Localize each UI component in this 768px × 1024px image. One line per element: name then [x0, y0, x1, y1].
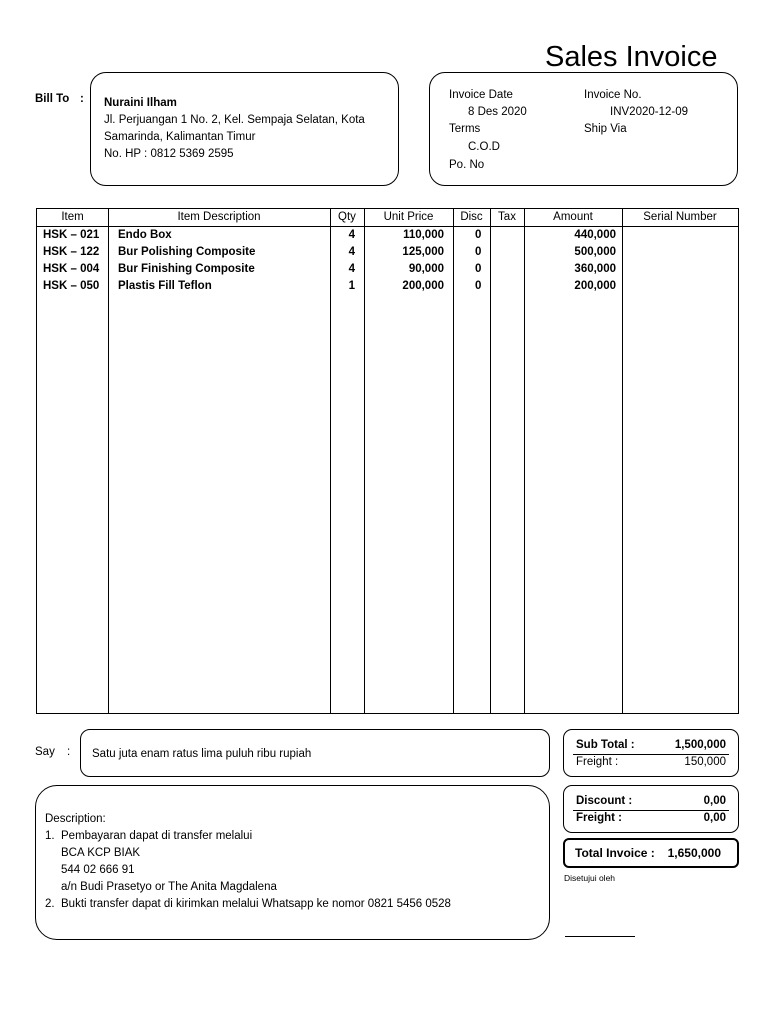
- bill-to-label: Bill To: [35, 93, 70, 105]
- total-invoice-box: [563, 838, 739, 868]
- header-description: Item Description: [177, 211, 261, 223]
- table-row: [37, 278, 738, 295]
- cell-unit-price: 90,000: [408, 263, 444, 275]
- header-disc: Disc: [460, 211, 483, 223]
- cell-item: HSK – 021: [43, 229, 100, 241]
- cell-unit-price: 200,000: [402, 280, 444, 292]
- items-table: [36, 208, 739, 714]
- terms-label: Terms: [449, 123, 481, 135]
- cell-disc: 0: [475, 246, 482, 258]
- subtotal-label: Sub Total :: [576, 739, 635, 751]
- cell-disc: 0: [475, 280, 482, 292]
- po-label: Po. No: [449, 159, 485, 171]
- total-invoice-row: [565, 845, 737, 862]
- cell-item: HSK – 004: [43, 263, 100, 275]
- discount-label: Discount :: [576, 795, 633, 807]
- table-row: [37, 244, 738, 261]
- subtotal-row: [564, 737, 738, 754]
- bank-name: BCA KCP BIAK: [61, 847, 141, 859]
- cell-description: Bur Finishing Composite: [118, 263, 255, 275]
- header-amount: Amount: [553, 211, 593, 223]
- approved-by-label: Disetujui oleh: [564, 873, 616, 883]
- cell-description: Endo Box: [118, 229, 172, 241]
- cell-qty: 4: [348, 229, 355, 241]
- total-invoice-value: 1,650,000: [667, 846, 721, 860]
- cell-unit-price: 110,000: [403, 229, 444, 241]
- subtotal-box: [563, 729, 739, 777]
- header-unit-price: Unit Price: [383, 211, 434, 223]
- customer-phone: No. HP : 0812 5369 2595: [104, 148, 234, 160]
- customer-address-line2: Samarinda, Kalimantan Timur: [104, 131, 256, 143]
- invoice-date-value: 8 Des 2020: [468, 106, 527, 118]
- proof-instruction: Bukti transfer dapat di kirimkan melalui Whatsapp ke nomor 0821 5456 0528: [61, 898, 451, 910]
- customer-name: Nuraini Ilham: [104, 97, 177, 109]
- freight-row: [564, 810, 738, 827]
- header-item: Item: [61, 211, 84, 223]
- header-tax: Tax: [498, 211, 516, 223]
- cell-disc: 0: [475, 229, 482, 241]
- terms-value: C.O.D: [468, 141, 500, 153]
- freight-value: 150,000: [684, 756, 726, 768]
- table-row: [37, 227, 738, 244]
- invoice-no-value: INV2020-12-09: [610, 106, 688, 118]
- description-item-1: [45, 828, 545, 845]
- list-number: 1.: [45, 830, 55, 842]
- bank-account: 544 02 666 91: [61, 864, 135, 876]
- ship-via-label: Ship Via: [584, 123, 627, 135]
- cell-amount: 360,000: [574, 263, 616, 275]
- cell-amount: 200,000: [574, 280, 616, 292]
- description-title: Description:: [45, 813, 106, 825]
- cell-description: Plastis Fill Teflon: [118, 280, 212, 292]
- cell-item: HSK – 050: [43, 280, 100, 292]
- invoice-title: Sales Invoice: [545, 41, 718, 73]
- cell-qty: 4: [348, 246, 355, 258]
- invoice-date-label: Invoice Date: [449, 89, 513, 101]
- discount-value: 0,00: [703, 795, 726, 807]
- cell-amount: 500,000: [574, 246, 616, 258]
- description-block: [45, 811, 545, 913]
- header-serial-number: Serial Number: [643, 211, 717, 223]
- table-row: [37, 261, 738, 278]
- cell-unit-price: 125,000: [402, 246, 444, 258]
- cell-description: Bur Polishing Composite: [118, 246, 256, 258]
- say-label: Say: [35, 746, 55, 758]
- freight-row: [564, 754, 738, 771]
- cell-disc: 0: [475, 263, 482, 275]
- payment-instruction: Pembayaran dapat di transfer melalui: [61, 830, 253, 842]
- freight-label: Freight :: [576, 756, 619, 768]
- description-item-2: [45, 896, 545, 913]
- discount-row: [564, 793, 738, 810]
- cell-item: HSK – 122: [43, 246, 100, 258]
- account-holder: a/n Budi Prasetyo or The Anita Magdalena: [61, 881, 277, 893]
- signature-line: [565, 936, 635, 937]
- subtotal-value: 1,500,000: [674, 739, 726, 751]
- customer-address-line1: Jl. Perjuangan 1 No. 2, Kel. Sempaja Selatan, Kota: [104, 114, 365, 126]
- list-number: 2.: [45, 898, 55, 910]
- cell-amount: 440,000: [574, 229, 616, 241]
- say-colon: :: [67, 746, 71, 758]
- total-invoice-label: Total Invoice :: [575, 846, 655, 860]
- cell-qty: 4: [348, 263, 355, 275]
- bill-to-colon: :: [80, 93, 84, 105]
- freight-value: 0,00: [703, 812, 726, 824]
- amount-in-words: Satu juta enam ratus lima puluh ribu rupiah: [92, 748, 312, 760]
- invoice-no-label: Invoice No.: [584, 89, 642, 101]
- cell-qty: 1: [348, 280, 355, 292]
- bill-to-block: [104, 95, 365, 163]
- header-qty: Qty: [338, 211, 356, 223]
- freight-label: Freight :: [576, 812, 622, 824]
- discount-box: [563, 785, 739, 833]
